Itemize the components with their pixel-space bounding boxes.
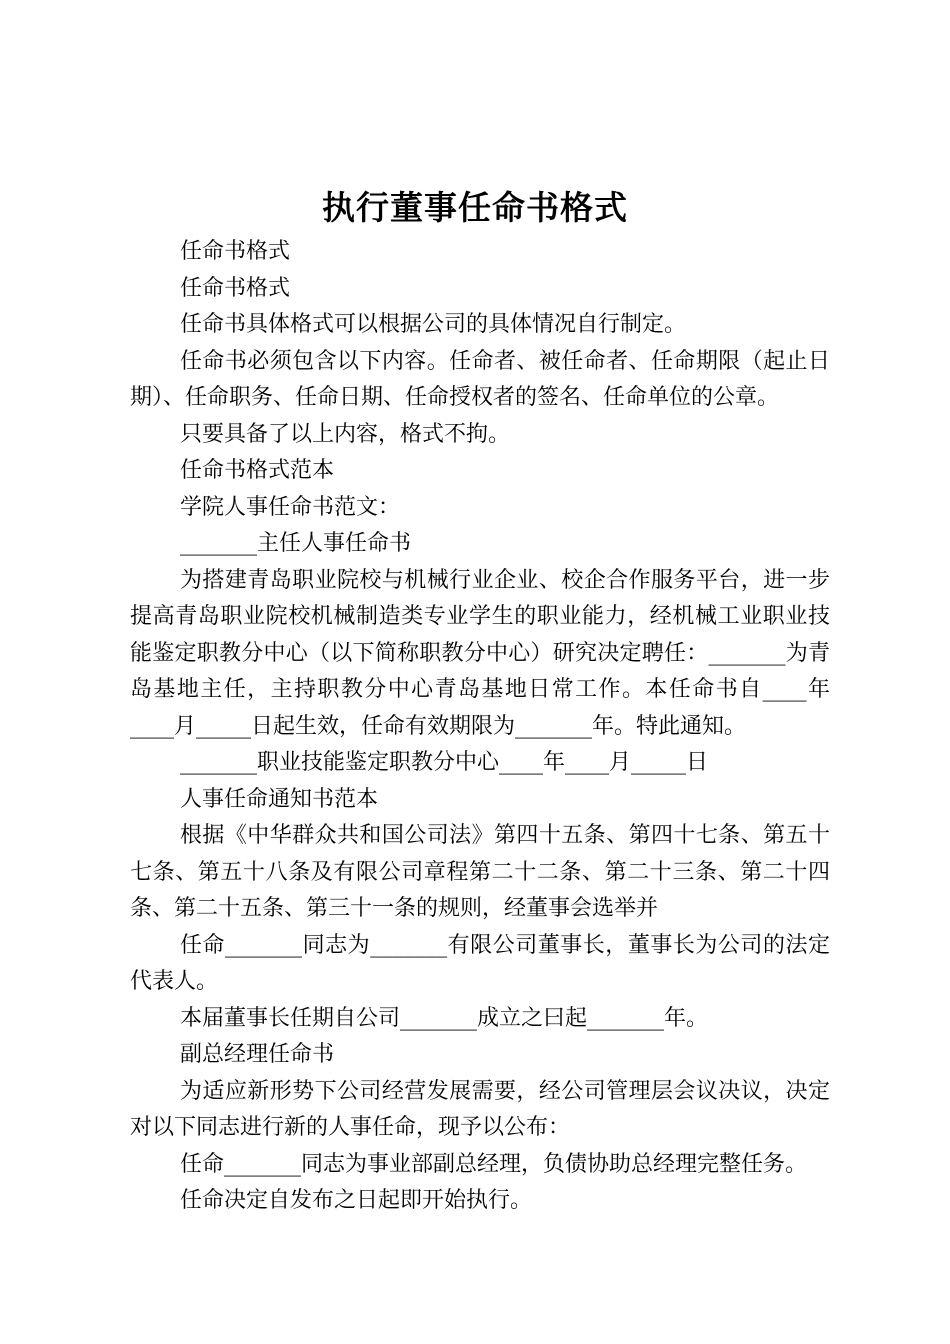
paragraph: 任命决定自发布之日起即开始执行。 [180, 1188, 533, 1213]
paragraph: 人事任命通知书范本 [180, 786, 379, 812]
paragraph: 为搭建青岛职业院校与机械行业企业、校企合作服务平台，进一步提高青岛职业院校机械制造类专业学生的职业能力，经机械工业职业技能鉴定职教分中心（以下简称职教分中心）研究决定聘任：_______为青岛基地主任，主持职教分中心青岛基地日常工作。本任命书自____年____月_____日起生效，任命有效期限为_______年。特此通知。 [130, 567, 830, 739]
paragraph: 为适应新形势下公司经营发展需要，经公司管理层会议决议，决定对以下同志进行新的人事任命，现予以公布： [130, 1078, 830, 1140]
paragraph: 学院人事任命书范文： [180, 494, 401, 520]
document-body [130, 234, 830, 1220]
paragraph: 任命书格式 [180, 275, 291, 301]
paragraph: 任命书具体格式可以根据公司的具体情况自行制定。 [180, 312, 687, 337]
paragraph: 任命_______同志为事业部副总经理，负债协助总经理完整任务。 [180, 1151, 808, 1177]
paragraph: 任命书格式 [180, 239, 291, 264]
paragraph: 副总经理任命书 [180, 1042, 335, 1067]
document-title: 执行董事任命书格式 [322, 188, 628, 227]
paragraph: 任命_______同志为_______有限公司董事长，董事长为公司的法定代表人。 [130, 932, 830, 994]
paragraph: 根据《中华群众共和国公司法》第四十五条、第四十七条、第五十七条、第五十八条及有限公司章程第二十二条、第二十三条、第二十四条、第二十五条、第三十一条的规则，经董事会选举并 [130, 823, 830, 921]
paragraph: 只要具备了以上内容，格式不拘。 [180, 421, 511, 447]
paragraph: 本届董事长任期自公司_______成立之曰起_______年。 [180, 1005, 709, 1031]
paragraph: _______主任人事任命书 [180, 531, 412, 556]
paragraph: 任命书格式范本 [180, 458, 335, 483]
paragraph: _______职业技能鉴定职教分中心____年____月_____日 [180, 750, 709, 775]
paragraph: 任命书必须包含以下内容。任命者、被任命者、任命期限（起止日期）、任命职务、任命日期、任命授权者的签名、任命单位的公章。 [130, 348, 830, 410]
